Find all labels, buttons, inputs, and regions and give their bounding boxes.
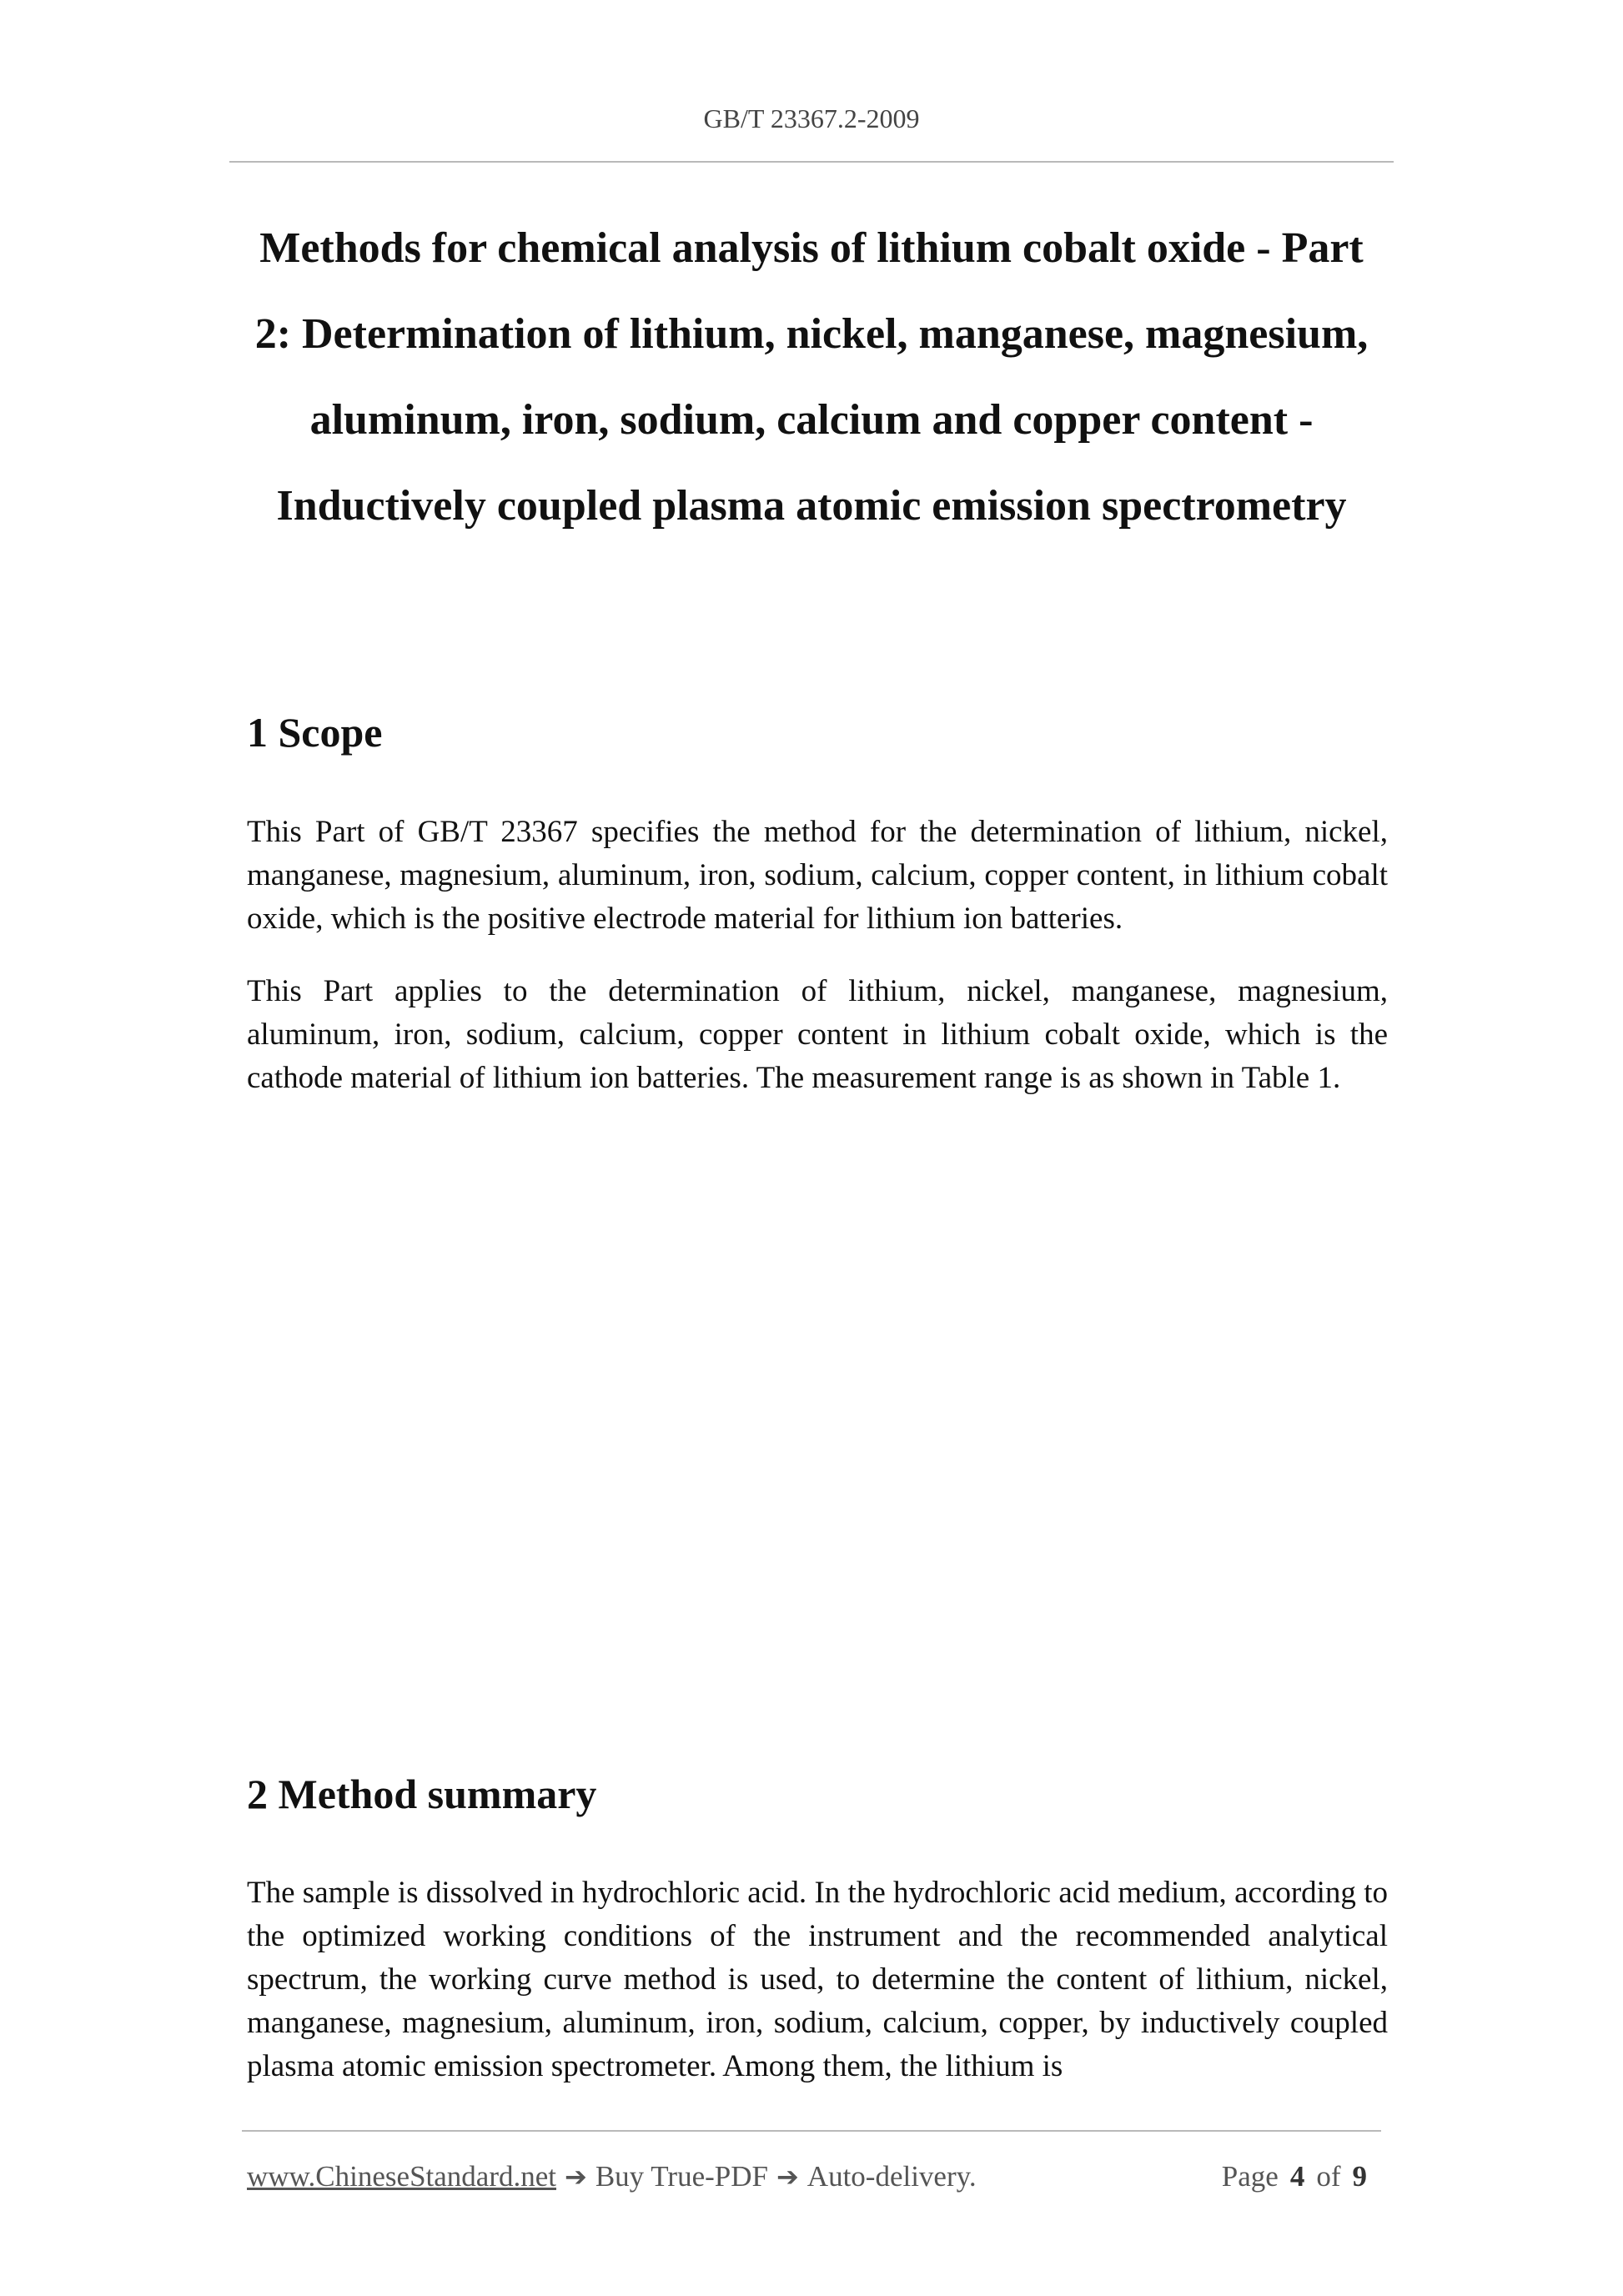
total-pages-number: 9 [1352, 2160, 1367, 2193]
footer-step-buy: Buy True-PDF [595, 2160, 768, 2193]
running-header: GB/T 23367.2-2009 [703, 103, 920, 133]
page-label: Page [1221, 2160, 1279, 2193]
of-label: of [1316, 2160, 1341, 2193]
section-heading-scope: 1 Scope [247, 709, 383, 756]
arrow-right-icon: ➔ [776, 2161, 799, 2193]
scope-paragraph-1: This Part of GB/T 23367 specifies the method for the determination of lithium, nickel, manganese, magnesium, aluminum, iron, sodium, calcium, copper content, in lithium cobalt oxide, which is the positive electrode material for lithium ion batteries. [247, 815, 1388, 936]
footer-divider [242, 2130, 1381, 2132]
footer-promo [247, 2160, 977, 2193]
section-heading-method-summary: 2 Method summary [247, 1771, 597, 1817]
current-page-number: 4 [1289, 2160, 1305, 2193]
chinesestandard-link[interactable]: www.ChineseStandard.net [247, 2160, 556, 2193]
header-divider [229, 161, 1394, 163]
arrow-right-icon: ➔ [565, 2161, 587, 2193]
page-indicator [1222, 2160, 1379, 2193]
footer-step-delivery: Auto-delivery. [806, 2160, 977, 2193]
scope-paragraph-2: This Part applies to the determination of lithium, nickel, manganese, magnesium, aluminum, iron, sodium, calcium, copper content in lithium cobalt oxide, which is the cathode material of lithium ion batteries. The measurement range is as shown in Table 1. [247, 974, 1388, 1095]
document-title: Methods for chemical analysis of lithium cobalt oxide - Part 2: Determination of lithium, nickel, manganese, magnesium, aluminum, iron, sodium, calcium and copper content - Inductively coupled plasma atomic emission spectrometry [254, 224, 1369, 530]
method-summary-paragraph-1: The sample is dissolved in hydrochloric acid. In the hydrochloric acid medium, according to the optimized working conditions of the instrument and the recommended analytical spectrum, the working curve method is used, to determine the content of lithium, nickel, manganese, magnesium, aluminum, iron, sodium, calcium, copper, by inductively coupled plasma atomic emission spectrometer. Among them, the lithium is [247, 1876, 1388, 2083]
